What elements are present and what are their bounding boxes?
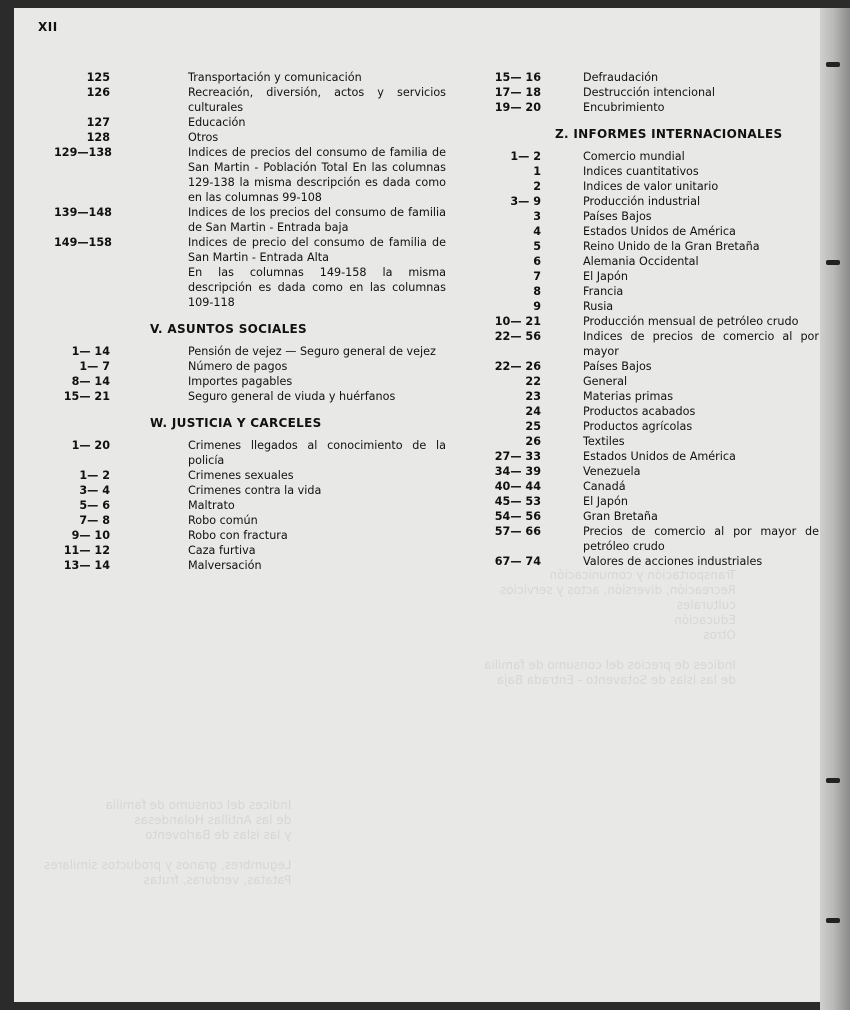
entry-description: Número de pagos (188, 360, 288, 373)
column-number: 15— 21 (63, 390, 110, 403)
column-number: 45— 53 (494, 495, 541, 508)
entry-description: Crimenes llegados al conocimiento de la policía (188, 439, 446, 467)
column-number: 126 (86, 86, 110, 99)
page-number: XII (38, 20, 58, 34)
column-number: 57— 66 (494, 525, 541, 538)
column-number: 9 (533, 300, 541, 313)
column-number: 10— 21 (494, 315, 541, 328)
section-heading-v: V. ASUNTOS SOCIALES (150, 322, 307, 336)
entry-description: Encubrimiento (583, 101, 665, 114)
entry-description: Materias primas (583, 390, 674, 403)
binding-hole (826, 62, 840, 67)
entry-description: Crimenes sexuales (188, 469, 294, 482)
index-entry (479, 254, 819, 269)
entry-description: Robo común (188, 514, 258, 527)
index-entry (479, 479, 819, 494)
index-entry (54, 235, 446, 265)
entry-description: Indices de precio del consumo de familia de San Martin - Entrada Alta (188, 236, 446, 264)
index-entry (54, 359, 446, 374)
page-edge (820, 8, 850, 1010)
entry-description: Venezuela (583, 465, 641, 478)
column-number: 3— 4 (79, 484, 110, 497)
entry-description: Robo con fractura (188, 529, 288, 542)
index-entry (479, 299, 819, 314)
index-entry (479, 389, 819, 404)
entry-description: Rusia (583, 300, 614, 313)
column-number: 15— 16 (494, 71, 541, 84)
index-entry (479, 179, 819, 194)
entry-description: Indices de los precios del consumo de familia de San Martin - Entrada baja (188, 206, 446, 234)
right-top-list (479, 70, 819, 115)
entry-description: Países Bajos (583, 210, 652, 223)
entry-description: Educación (188, 116, 246, 129)
column-number: 23 (525, 390, 541, 403)
entry-description: Comercio mundial (583, 150, 685, 163)
entry-description: Gran Bretaña (583, 510, 658, 523)
index-entry (54, 265, 446, 310)
column-number: 127 (86, 116, 110, 129)
entry-description: Maltrato (188, 499, 235, 512)
index-entry (479, 224, 819, 239)
entry-description: Canadá (583, 480, 626, 493)
index-entry (479, 164, 819, 179)
index-entry (479, 554, 819, 569)
index-entry (54, 85, 446, 115)
entry-description: Otros (188, 131, 219, 144)
index-entry (54, 115, 446, 130)
column-number: 22— 56 (494, 330, 541, 343)
index-entry (479, 524, 819, 554)
entry-description: Producción mensual de petróleo crudo (583, 315, 799, 328)
index-entry (479, 209, 819, 224)
index-entry (54, 374, 446, 389)
left-column (54, 70, 446, 573)
index-entry (54, 70, 446, 85)
index-entry (479, 329, 819, 359)
index-entry (54, 145, 446, 205)
section-heading-w: W. JUSTICIA Y CARCELES (150, 416, 322, 430)
column-number: 3 (533, 210, 541, 223)
entry-description: Indices de valor unitario (583, 180, 719, 193)
left-top-list (54, 70, 446, 310)
column-number: 4 (533, 225, 541, 238)
column-number: 149—158 (54, 236, 112, 249)
column-number: 7 (533, 270, 541, 283)
column-number: 1— 7 (79, 360, 110, 373)
binding-hole (826, 260, 840, 265)
column-number: 11— 12 (63, 544, 110, 557)
index-entry (479, 419, 819, 434)
column-number: 24 (525, 405, 541, 418)
index-entry (54, 344, 446, 359)
column-number: 1 (533, 165, 541, 178)
index-entry (479, 149, 819, 164)
column-number: 54— 56 (494, 510, 541, 523)
entry-description: Reino Unido de la Gran Bretaña (583, 240, 760, 253)
column-number: 67— 74 (494, 555, 541, 568)
index-entry (54, 205, 446, 235)
document-page (14, 8, 820, 1002)
index-entry (479, 70, 819, 85)
index-entry (479, 194, 819, 209)
column-number: 17— 18 (494, 86, 541, 99)
index-entry (479, 509, 819, 524)
binding-hole (826, 778, 840, 783)
index-entry (479, 100, 819, 115)
entry-description: Estados Unidos de América (583, 225, 736, 238)
index-entry (54, 468, 446, 483)
index-entry (479, 434, 819, 449)
entry-description: Valores de acciones industriales (583, 555, 763, 568)
index-entry (54, 528, 446, 543)
index-entry (479, 374, 819, 389)
entry-description: Defraudación (583, 71, 659, 84)
entry-description: Seguro general de viuda y huérfanos (188, 390, 396, 403)
section-heading-z: Z. INFORMES INTERNACIONALES (555, 127, 783, 141)
entry-description: Productos acabados (583, 405, 696, 418)
entry-description: Alemania Occidental (583, 255, 699, 268)
column-number: 19— 20 (494, 101, 541, 114)
column-number: 1— 20 (71, 439, 110, 452)
entry-description: Productos agrícolas (583, 420, 693, 433)
index-entry (479, 314, 819, 329)
index-entry (479, 239, 819, 254)
entry-description: Producción industrial (583, 195, 701, 208)
column-number: 27— 33 (494, 450, 541, 463)
entry-description: Caza furtiva (188, 544, 256, 557)
entry-description: Textiles (583, 435, 625, 448)
entry-description: Malversación (188, 559, 262, 572)
entry-description: En las columnas 149-158 la misma descripción es dada como en las columnas 109-118 (188, 266, 446, 309)
entry-description: El Japón (583, 270, 628, 283)
index-entry (479, 359, 819, 374)
index-entry (479, 269, 819, 284)
entry-description: Transportación y comunicación (188, 71, 362, 84)
index-entry (479, 464, 819, 479)
column-number: 22— 26 (494, 360, 541, 373)
entry-description: Francia (583, 285, 624, 298)
column-number: 8— 14 (71, 375, 110, 388)
entry-description: Indices cuantitativos (583, 165, 699, 178)
entry-description: El Japón (583, 495, 628, 508)
binding-hole (826, 918, 840, 923)
column-number: 1— 2 (79, 469, 110, 482)
column-number: 13— 14 (63, 559, 110, 572)
section-z-list (479, 149, 819, 569)
index-entry (479, 85, 819, 100)
column-number: 5 (533, 240, 541, 253)
column-number: 1— 14 (71, 345, 110, 358)
index-entry (54, 498, 446, 513)
entry-description: General (583, 375, 628, 388)
column-number: 8 (533, 285, 541, 298)
column-number: 6 (533, 255, 541, 268)
index-entry (54, 438, 446, 468)
column-number: 26 (525, 435, 541, 448)
entry-description: Precios de comercio al por mayor de petróleo crudo (583, 525, 819, 553)
column-number: 7— 8 (79, 514, 110, 527)
entry-description: Importes pagables (188, 375, 293, 388)
column-number: 1— 2 (510, 150, 541, 163)
index-entry (54, 389, 446, 404)
entry-description: Estados Unidos de América (583, 450, 736, 463)
index-entry (54, 483, 446, 498)
index-entry (479, 494, 819, 509)
column-number: 3— 9 (510, 195, 541, 208)
section-v-list (54, 344, 446, 404)
index-entry (54, 130, 446, 145)
index-entry (479, 449, 819, 464)
entry-description: Recreación, diversión, actos y servicios culturales (188, 86, 446, 114)
index-entry (54, 558, 446, 573)
column-number: 128 (86, 131, 110, 144)
entry-description: Destrucción intencional (583, 86, 716, 99)
index-entry (479, 284, 819, 299)
column-number: 2 (533, 180, 541, 193)
column-number: 22 (525, 375, 541, 388)
index-entry (54, 513, 446, 528)
column-number: 125 (86, 71, 110, 84)
entry-description: Indices de precios del consumo de familia de San Martin - Población Total En las columnas 129-138 la misma descripción es dada como en las columnas 99-108 (188, 146, 446, 204)
column-number: 5— 6 (79, 499, 110, 512)
bleed-through: Transportación y comunicación Recreación, diversión, actos y servicios culturales Educación Otros Indices de precios del consumo de familia de las islas de Sotavento - Entrada Baja (484, 568, 736, 687)
entry-description: Pensión de vejez — Seguro general de vejez (188, 345, 436, 358)
entry-description: Países Bajos (583, 360, 652, 373)
column-number: 40— 44 (494, 480, 541, 493)
right-column (479, 70, 819, 569)
index-entry (479, 404, 819, 419)
entry-description: Indices de precios de comercio al por mayor (583, 330, 819, 358)
column-number (54, 265, 116, 310)
column-number: 25 (525, 420, 541, 433)
column-number: 9— 10 (71, 529, 110, 542)
column-number: 34— 39 (494, 465, 541, 478)
entry-description: Crimenes contra la vida (188, 484, 322, 497)
column-number: 129—138 (54, 146, 112, 159)
bleed-through: Indices del consumo de familia de las Antillas Holandesas y las islas de Barlovento Legumbres, granos y productos similares Patatas, verduras, frutas (44, 798, 292, 887)
column-number: 139—148 (54, 206, 112, 219)
section-w-list (54, 438, 446, 573)
index-entry (54, 543, 446, 558)
